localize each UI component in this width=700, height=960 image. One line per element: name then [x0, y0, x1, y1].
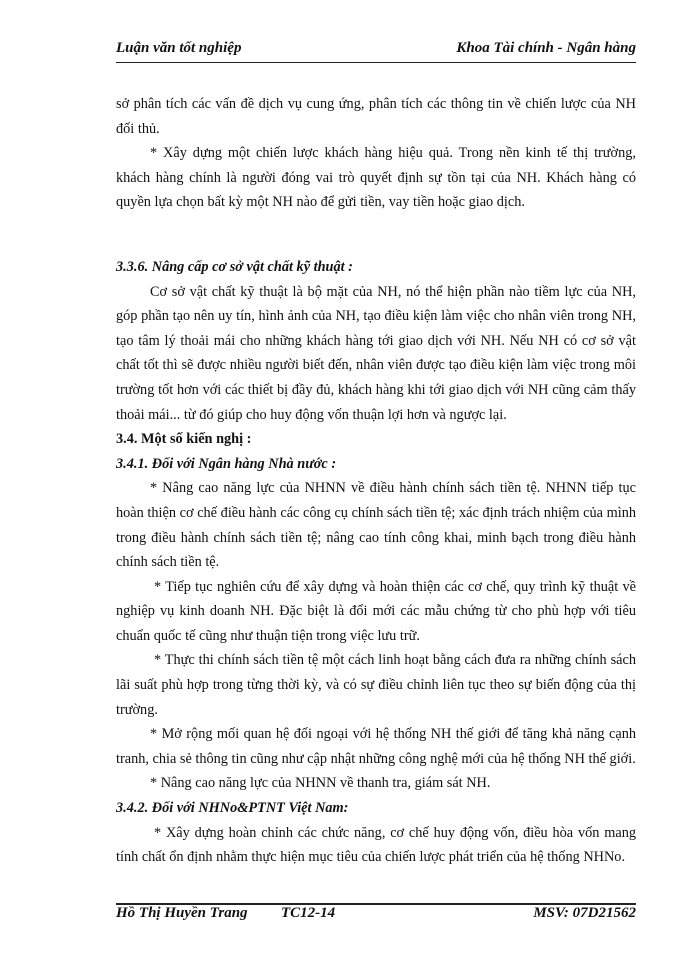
- heading-3-4: 3.4. Một số kiến nghị :: [116, 431, 252, 448]
- footer-student-id: MSV: 07D21562: [533, 905, 636, 921]
- page-header: [116, 40, 636, 62]
- heading-3-4-1: 3.4.1. Đối với Ngân hàng Nhà nước :: [116, 455, 337, 472]
- paragraph-supervision: * Nâng cao năng lực của NHNN về thanh tra, giám sát NH.: [150, 775, 491, 792]
- section-spacer: [116, 215, 636, 255]
- header-divider: [116, 62, 636, 63]
- heading-3-4-2: 3.4.2. Đối với NHNo&PTNT Việt Nam:: [116, 800, 349, 817]
- paragraph-foreign-relations: * Mở rộng mối quan hệ đối ngoại với hệ thống NH thế giới để tăng khả năng cạnh tranh, chia sẻ thông tin cũng như cập nhật những công nghệ mới của hệ thống NH thế giới.: [116, 726, 636, 767]
- footer-class: TC12-14: [281, 905, 336, 921]
- paragraph-nhnn-capacity: * Nâng cao năng lực của NHNN về điều hành chính sách tiền tệ. NHNN tiếp tục hoàn thiện cơ chế điều hành các công cụ chính sách tiền tệ; xác định trách nhiệm của mình trong điều hành chính sách tiền tệ; nâng cao tính công khai, minh bạch trong điều hành chính sách tiền tệ.: [116, 480, 636, 571]
- heading-3-3-6: 3.3.6. Nâng cấp cơ sở vật chất kỹ thuật :: [116, 258, 353, 275]
- paragraph-technical-procedures: * Tiếp tục nghiên cứu để xây dựng và hoàn thiện các cơ chế, quy trình kỹ thuật về nghiệp vụ kinh doanh NH. Đặc biệt là đổi mới các mẫu chứng từ cho phù hợp với tiêu chuẩn quốc tế cũng như thuận tiện trong việc lưu trữ.: [116, 578, 636, 644]
- footer-author: Hồ Thị Huyền Trang: [116, 905, 248, 921]
- paragraph-monetary-policy: * Thực thi chính sách tiền tệ một cách linh hoạt bằng cách đưa ra những chính sách lãi suất phù hợp trong từng thời kỳ, và có sự điều chỉnh liên tục theo sự biến động của thị trường.: [116, 652, 636, 718]
- page-footer: [116, 905, 636, 927]
- header-thesis-label: Luận văn tốt nghiệp: [116, 40, 242, 56]
- header-faculty-label: Khoa Tài chính - Ngân hàng: [456, 40, 636, 56]
- paragraph-customer-strategy: * Xây dựng một chiến lược khách hàng hiệu quả. Trong nền kinh tế thị trường, khách hàng chính là người đóng vai trò quyết định sự tồn tại của NH. Khách hàng có quyền lựa chọn bất kỳ một NH nào để gửi tiền, vay tiền hoặc giao dịch.: [116, 145, 636, 211]
- paragraph-infrastructure: Cơ sở vật chất kỹ thuật là bộ mặt của NH, nó thể hiện phần nào tiềm lực của NH, góp phần tạo nên uy tín, hình ảnh của NH, tạo điều kiện làm việc cho nhân viên trong NH, tạo tâm lý thoải mái cho những khách hàng tới giao dịch với NH. Nếu NH có cơ sở vật chất tốt thì sẽ được nhiều người biết đến, nhân viên được tạo điều kiện làm việc trong môi trường tốt hơn với các thiết bị đầy đủ, khách hàng khi tới giao dịch với NH cũng cảm thấy thoải mái... từ đó giúp cho huy động vốn thuận lợi hơn và ngược lại.: [116, 283, 636, 423]
- paragraph-nhno-functions: * Xây dựng hoàn chỉnh các chức năng, cơ chế huy động vốn, điều hòa vốn mang tính chất ổn định nhằm thực hiện mục tiêu của chiến lược phát triển của hệ thống NHNo.: [116, 824, 636, 866]
- page-body: [116, 92, 636, 870]
- paragraph-continuation: sở phân tích các vấn đề dịch vụ cung ứng, phân tích các thông tin về chiến lược của NH đối thủ.: [116, 96, 636, 137]
